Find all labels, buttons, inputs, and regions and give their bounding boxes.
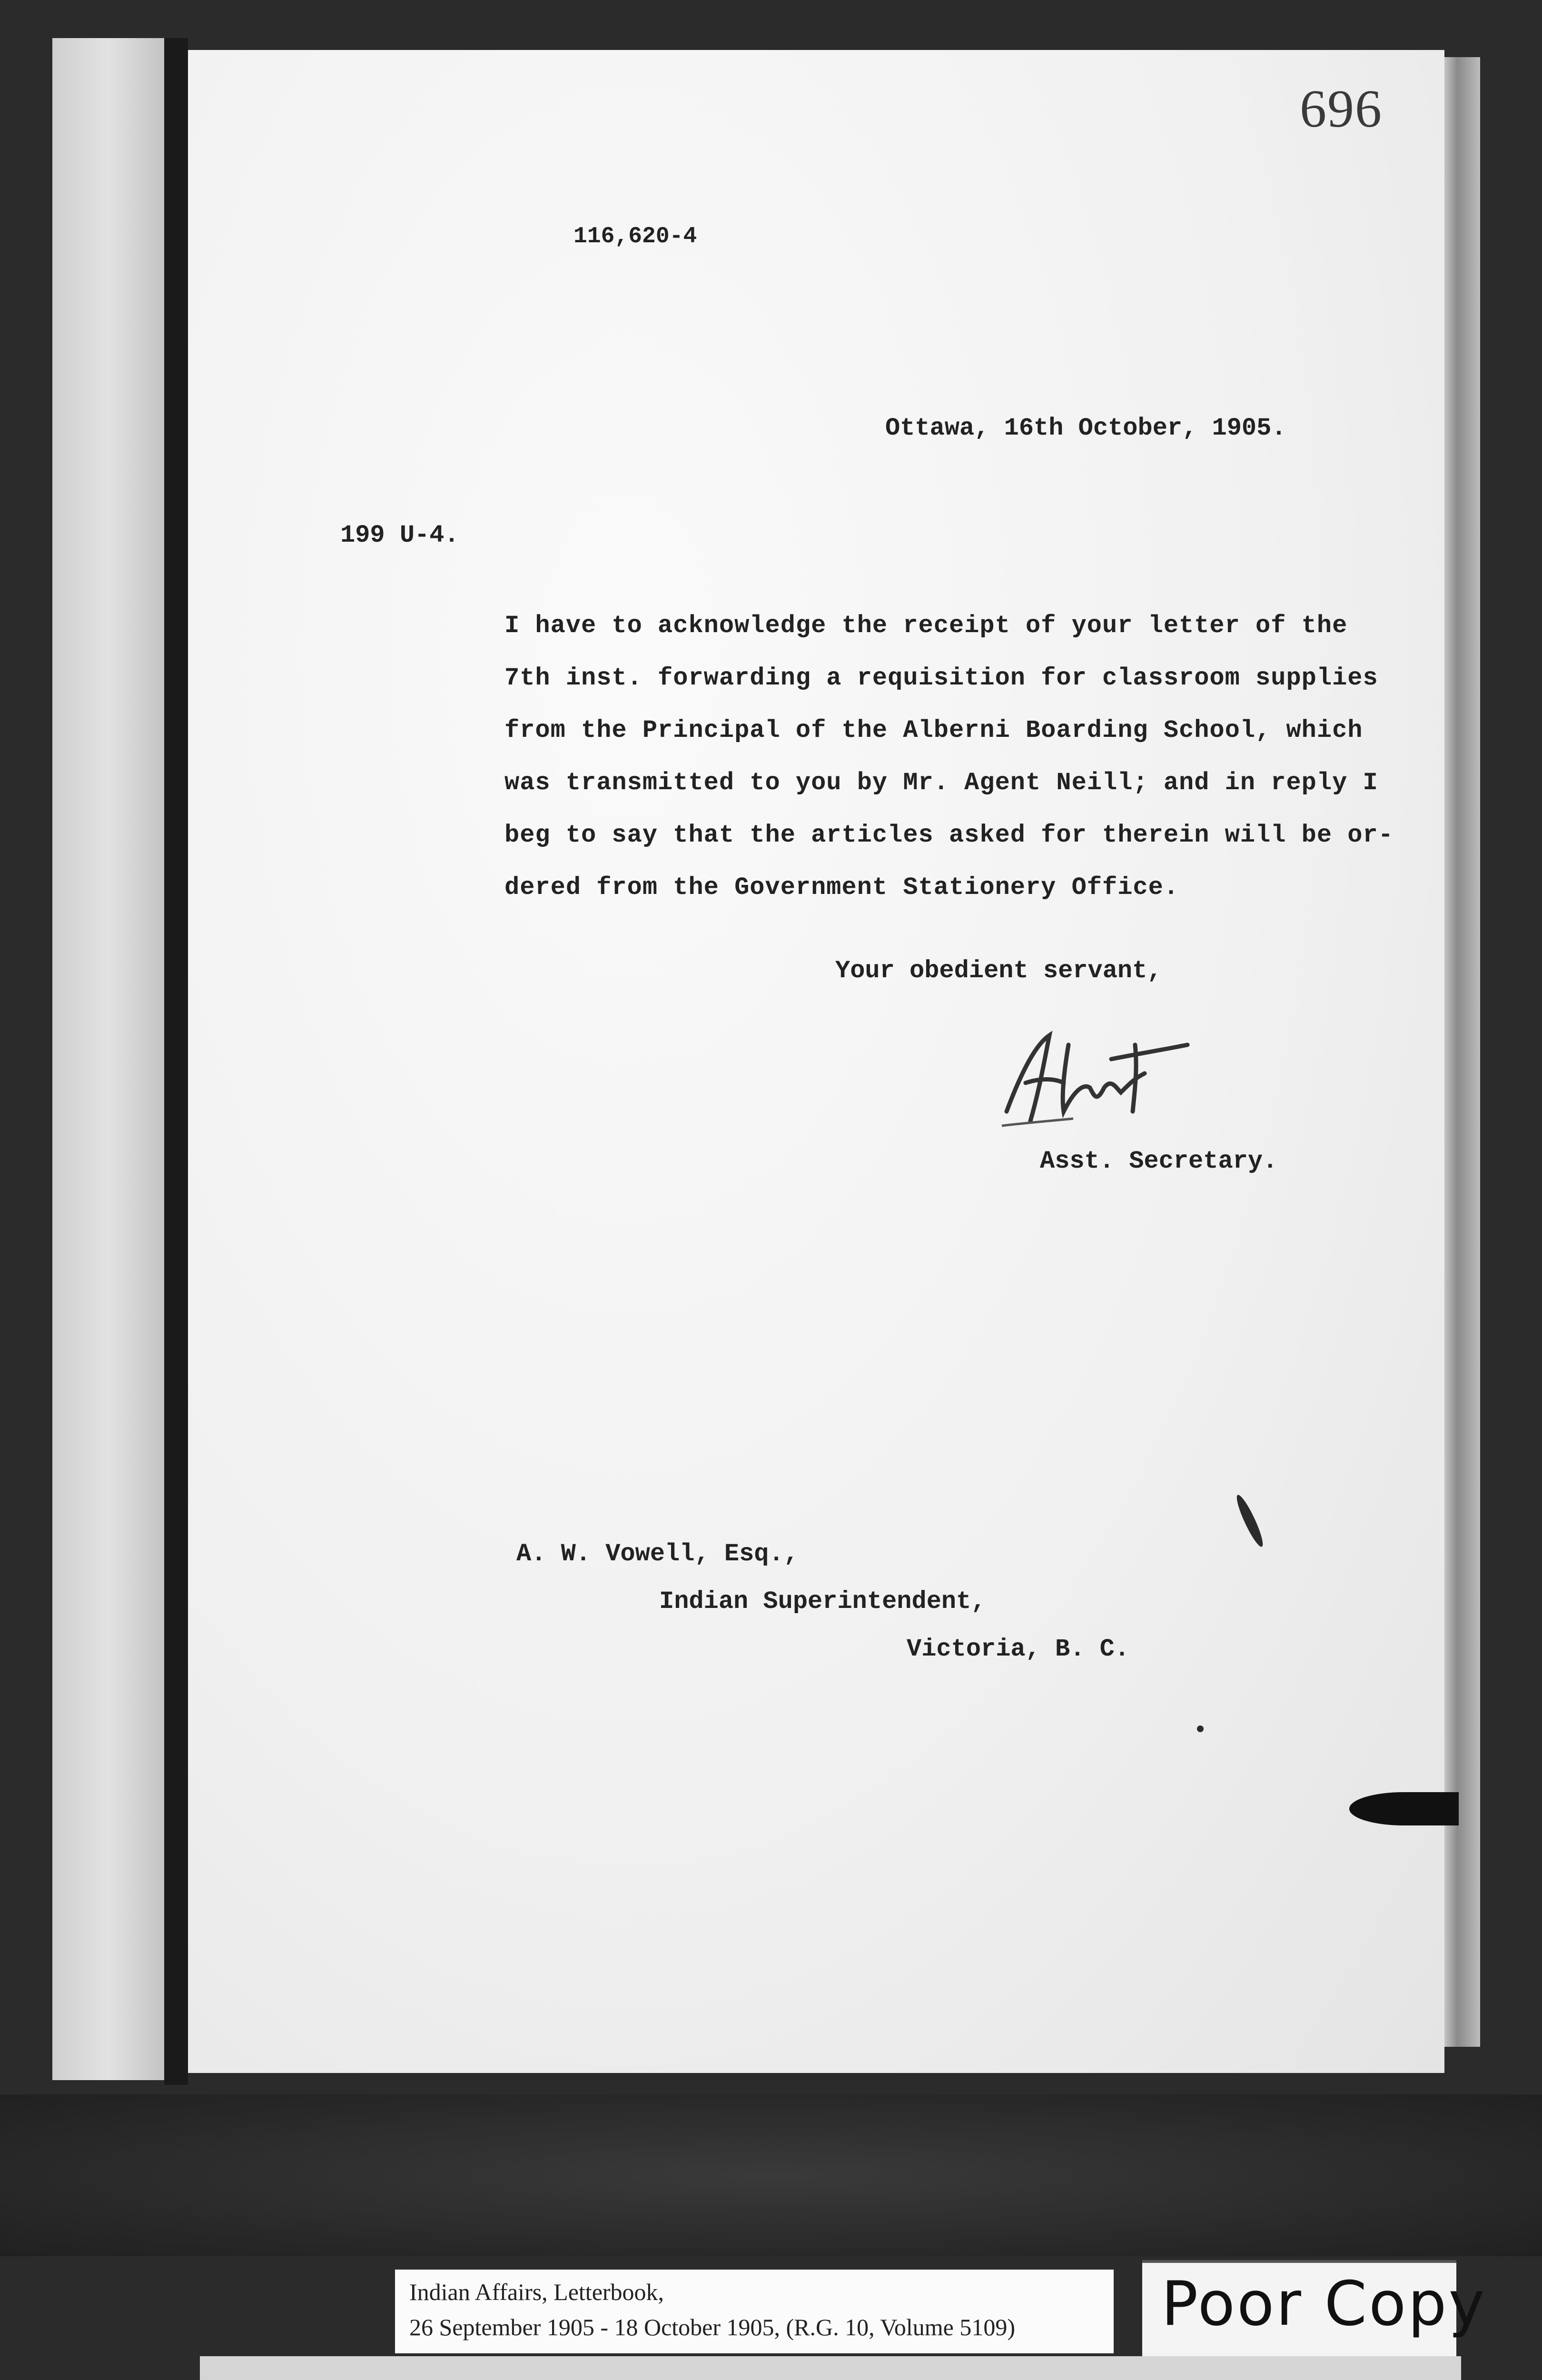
film-edge-left [52,38,164,2080]
body-line: 7th inst. forwarding a requisition for classroom supplies [504,664,1378,692]
label-line-dates-volume: 26 September 1905 - 18 October 1905, (R.G. 10, Volume 5109) [409,2314,1015,2340]
signature-title: Asst. Secretary. [1040,1147,1278,1175]
poor-copy-text: Poor Copy [1161,2269,1487,2340]
film-gap [164,38,188,2085]
page-number: 696 [1300,79,1383,139]
ink-dot [1197,1726,1204,1732]
closing: Your obedient servant, [835,957,1162,985]
pointer-shadow [1349,1792,1459,1825]
poor-copy-note [1142,2260,1487,2358]
archive-reference-label [395,2270,1114,2353]
body-line: I have to acknowledge the receipt of your letter of the [504,612,1348,640]
label-line-collection: Indian Affairs, Letterbook, [409,2279,664,2305]
addressee-title: Indian Superintendent, [659,1587,986,1616]
reference-number: 199 U-4. [340,521,459,549]
letter-page [188,50,1444,2073]
body-line: was transmitted to you by Mr. Agent Neill; and in reply I [504,769,1378,797]
addressee-name: A. W. Vowell, Esq., [516,1540,799,1568]
body-line: from the Principal of the Alberni Boarding School, which [504,716,1363,744]
addressee-location: Victoria, B. C. [907,1635,1130,1663]
film-background [0,2094,1542,2256]
body-line: dered from the Government Stationery Office. [504,873,1179,902]
archives-stamp [200,2356,1461,2380]
place-date: Ottawa, 16th October, 1905. [885,414,1286,442]
ink-blot [1233,1493,1267,1549]
body-line: beg to say that the articles asked for therein will be or- [504,821,1394,849]
handwritten-signature [992,1016,1192,1150]
file-reference: 116,620-4 [573,224,697,249]
